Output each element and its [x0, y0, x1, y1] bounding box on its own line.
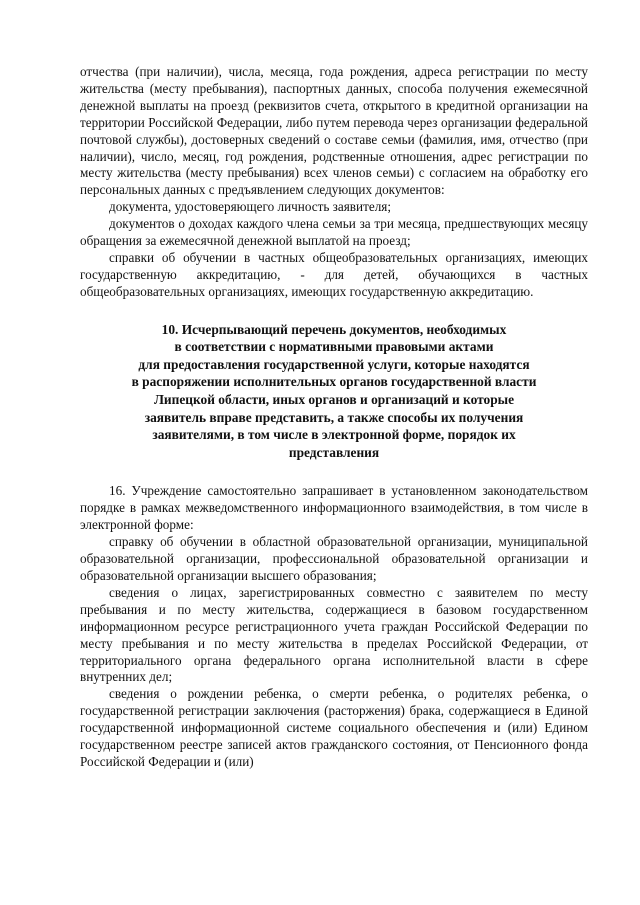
- paragraph-item-16: 16. Учреждение самостоятельно запрашивает в установленном законодательством порядке в рамках межведомственного информационного взаимодействия, в том числе в электронной форме:: [80, 483, 588, 533]
- paragraph-education-reference: справку об обучении в областной образовательной организации, муниципальной образовательной организации, профессиональной образовательной организации и образовательной организации высшего образования;: [80, 534, 588, 583]
- document-page: [80, 64, 588, 771]
- heading-line: для предоставления государственной услуги, которые находятся: [138, 356, 530, 372]
- heading-line: в распоряжении исполнительных органов государственной власти: [131, 374, 537, 390]
- paragraph-education-certificate: справки об обучении в частных общеобразовательных организациях, имеющих государственную аккредитацию, - для детей, обучающихся в частных общеобразовательных организациях, имеющих государственную аккредитацию.: [80, 249, 588, 299]
- heading-line: заявитель вправе представить, а также способы их получения: [144, 409, 524, 425]
- paragraph-identity-document: документа, удостоверяющего личность заявителя;: [109, 199, 392, 215]
- heading-line: заявителями, в том числе в электронной форме, порядок их: [152, 427, 516, 443]
- paragraph-civil-status-info: сведения о рождении ребенка, о смерти ребенка, о родителях ребенка, о государственной регистрации заключения (расторжения) брака, содержащиеся в Единой государственной информационной системе социального обеспечения и (или) Едином государственном реестре записей актов гражданского состояния, от Пенсионного фонда Российской Федерации и (или): [80, 686, 588, 769]
- paragraph-personal-data-consent: отчества (при наличии), числа, месяца, года рождения, адреса регистрации по месту жительства (месту пребывания), паспортных данных, способа получения ежемесячной денежной выплаты на проезд (реквизитов счета, открытого в кредитной организации на территории Российской Федерации, либо путем перевода через организации федеральной почтовой службы), достоверных сведений о составе семьи (фамилия, имя, отчество (при наличии), число, месяц, год рождения, родственные отношения, адрес регистрации по месту жительства (месту пребывания) всех членов семьи) с согласием на обработку его персональных данных с предъявлением следующих документов:: [80, 64, 588, 198]
- section-heading-10: [80, 321, 588, 462]
- heading-line: в соответствии с нормативными правовыми актами: [174, 339, 494, 355]
- paragraph-registration-info: сведения о лицах, зарегистрированных совместно с заявителем по месту пребывания и по месту жительства, содержащиеся в базовом государственном информационном ресурсе регистрационного учета граждан Российской Федерации по месту пребывания и по месту жительства в пределах Российской Федерации, от территориального органа федерального органа исполнительной власти в сфере внутренних дел;: [80, 584, 588, 685]
- paragraph-income-documents: документов о доходах каждого члена семьи за три месяца, предшествующих месяцу обращения за ежемесячной денежной выплатой на проезд;: [80, 216, 588, 249]
- heading-line: представления: [288, 444, 380, 460]
- heading-line: 10. Исчерпывающий перечень документов, необходимых: [161, 321, 507, 337]
- heading-line: Липецкой области, иных органов и организаций и которые: [153, 392, 515, 408]
